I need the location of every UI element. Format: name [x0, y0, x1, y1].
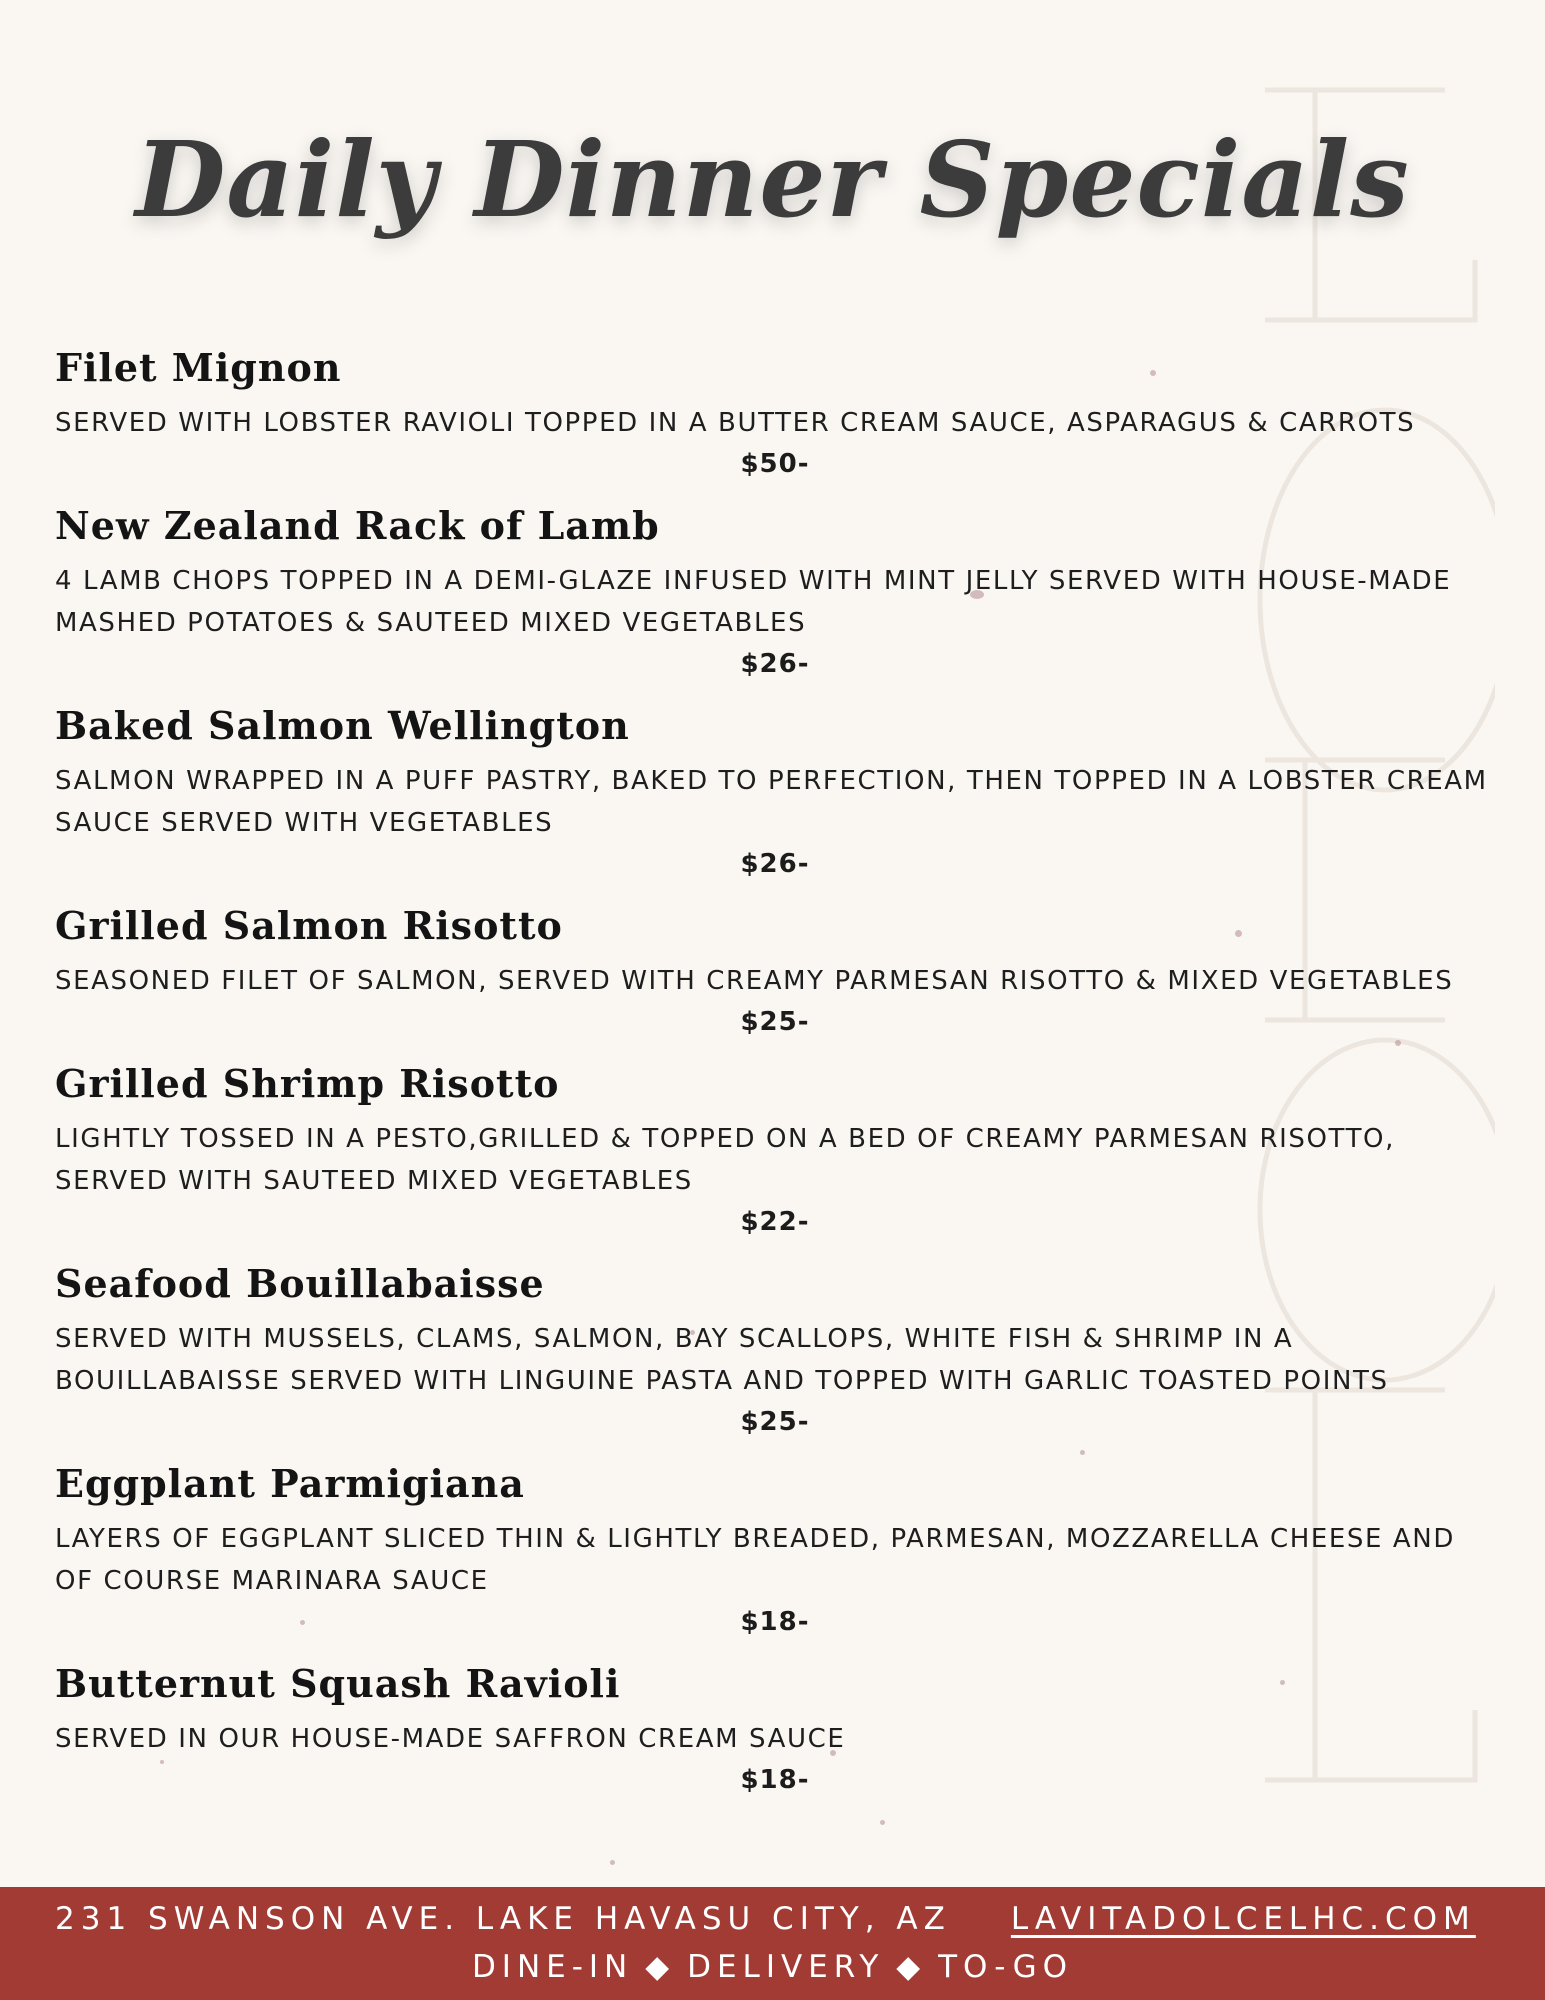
item-name: Grilled Salmon Risotto — [55, 903, 563, 948]
item-description: 4 LAMB CHOPS TOPPED IN A DEMI-GLAZE INFUSED WITH MINT JELLY SERVED WITH HOUSE-MADE MASHED POTATOES & SAUTEED MIXED VEGETABLES — [55, 566, 1452, 638]
menu-item — [55, 1456, 1495, 1642]
item-description: SERVED IN OUR HOUSE-MADE SAFFRON CREAM SAUCE — [55, 1724, 846, 1754]
item-name: Grilled Shrimp Risotto — [55, 1061, 560, 1106]
menu-item — [55, 498, 1495, 684]
footer-services — [0, 1949, 1545, 1985]
item-price: $50- — [740, 449, 810, 479]
item-price: $26- — [740, 849, 810, 879]
diamond-icon: ◆ — [645, 1949, 676, 1985]
website-link[interactable]: LAVITADOLCELHC.COM — [1010, 1901, 1476, 1937]
item-price: $26- — [740, 649, 810, 679]
item-description: LAYERS OF EGGPLANT SLICED THIN & LIGHTLY BREADED, PARMESAN, MOZZARELLA CHEESE AND OF COURSE MARINARA SAUCE — [55, 1524, 1455, 1596]
item-price: $22- — [740, 1207, 810, 1237]
diamond-icon: ◆ — [896, 1949, 927, 1985]
menu-item — [55, 698, 1495, 884]
item-description: SERVED WITH LOBSTER RAVIOLI TOPPED IN A BUTTER CREAM SAUCE, ASPARAGUS & CARROTS — [55, 408, 1416, 438]
item-description: SERVED WITH MUSSELS, CLAMS, SALMON, BAY SCALLOPS, WHITE FISH & SHRIMP IN A BOUILLABAISSE SERVED WITH LINGUINE PASTA AND TOPPED WITH GARLIC TOASTED POINTS — [55, 1324, 1389, 1396]
item-name: Seafood Bouillabaisse — [55, 1261, 545, 1306]
menu-list — [55, 340, 1495, 1814]
item-name: Butternut Squash Ravioli — [55, 1661, 621, 1706]
item-name: Eggplant Parmigiana — [55, 1461, 525, 1506]
item-price: $25- — [740, 1407, 810, 1437]
item-description: SALMON WRAPPED IN A PUFF PASTRY, BAKED TO PERFECTION, THEN TOPPED IN A LOBSTER CREAM SAUCE SERVED WITH VEGETABLES — [55, 766, 1488, 838]
item-price: $18- — [740, 1765, 810, 1795]
item-price: $25- — [740, 1007, 810, 1037]
item-price: $18- — [740, 1607, 810, 1637]
footer-contact — [55, 1901, 1495, 1937]
menu-item — [55, 1656, 1495, 1800]
page-title: Daily Dinner Specials — [135, 118, 1410, 241]
service-to-go: TO-GO — [938, 1949, 1074, 1985]
service-delivery: DELIVERY — [687, 1949, 885, 1985]
item-name: Baked Salmon Wellington — [55, 703, 630, 748]
item-description: SEASONED FILET OF SALMON, SERVED WITH CREAMY PARMESAN RISOTTO & MIXED VEGETABLES — [55, 966, 1454, 996]
item-name: Filet Mignon — [55, 345, 342, 390]
menu-item — [55, 898, 1495, 1042]
menu-item — [55, 340, 1495, 484]
item-description: LIGHTLY TOSSED IN A PESTO,GRILLED & TOPPED ON A BED OF CREAMY PARMESAN RISOTTO, SERVED WITH SAUTEED MIXED VEGETABLES — [55, 1124, 1395, 1196]
menu-item — [55, 1256, 1495, 1442]
address: 231 SWANSON AVE. LAKE HAVASU CITY, AZ — [55, 1901, 951, 1937]
menu-item — [55, 1056, 1495, 1242]
item-name: New Zealand Rack of Lamb — [55, 503, 660, 548]
footer-bar — [0, 1887, 1545, 2000]
service-dine-in: DINE-IN — [471, 1949, 634, 1985]
